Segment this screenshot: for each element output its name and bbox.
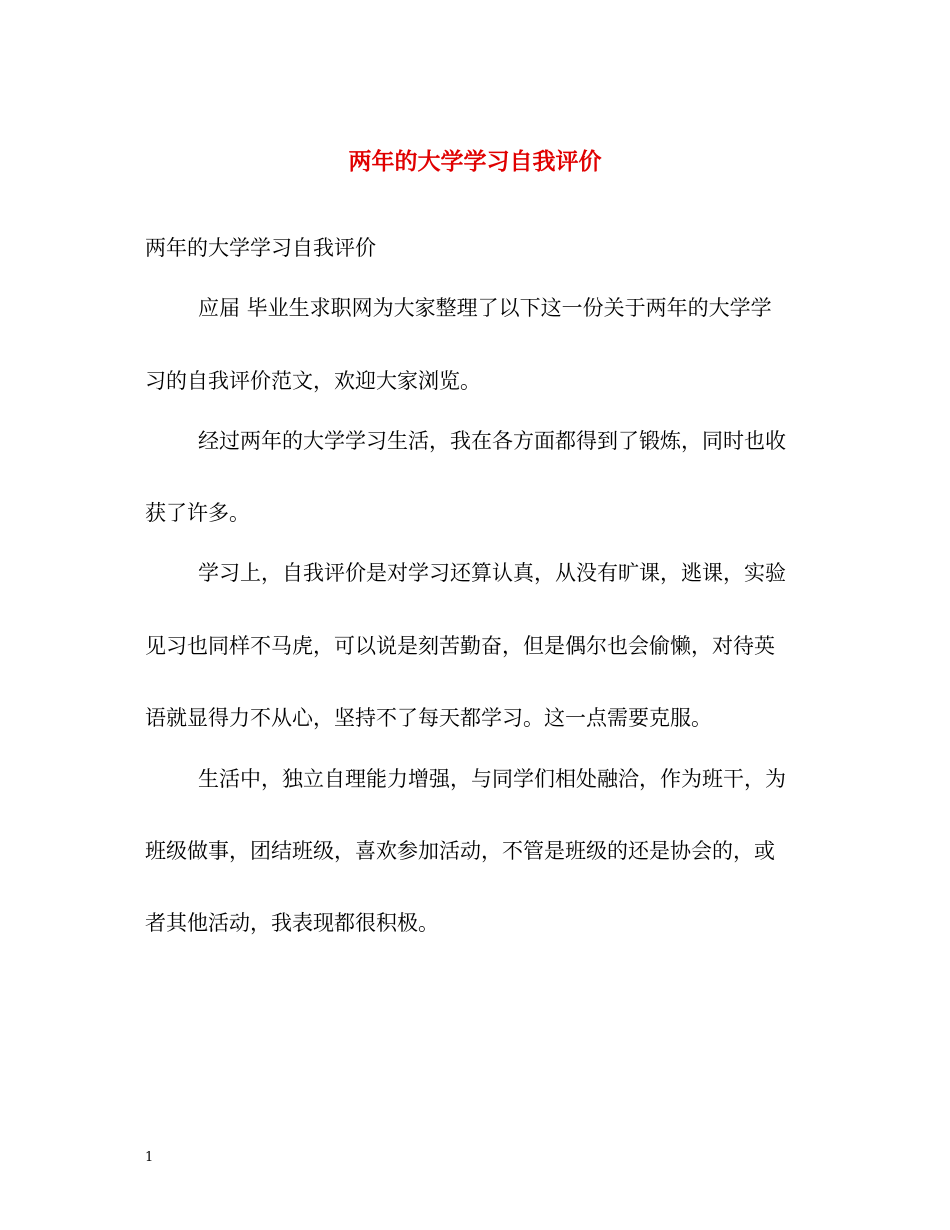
paragraph-2-line-2: 获了许多。 bbox=[145, 501, 250, 525]
paragraph-4-line-2: 班级做事，团结班级，喜欢参加活动，不管是班级的还是协会的，或 bbox=[145, 839, 775, 863]
page-number: 1 bbox=[145, 1150, 154, 1165]
paragraph-4-line-3: 者其他活动，我表现都很积极。 bbox=[145, 911, 439, 935]
page-title: 两年的大学学习自我评价 bbox=[348, 148, 602, 175]
subtitle-line: 两年的大学学习自我评价 bbox=[145, 236, 376, 260]
paragraph-3-line-3: 语就显得力不从心，坚持不了每天都学习。这一点需要克服。 bbox=[145, 706, 712, 730]
paragraph-4-line-1: 生活中，独立自理能力增强，与同学们相处融洽，作为班干，为 bbox=[198, 767, 786, 791]
paragraph-3-line-1: 学习上，自我评价是对学习还算认真，从没有旷课，逃课，实验 bbox=[198, 561, 786, 585]
paragraph-3-line-2: 见习也同样不马虎，可以说是刻苦勤奋，但是偶尔也会偷懒，对待英 bbox=[145, 634, 775, 658]
paragraph-1-line-2: 习的自我评价范文，欢迎大家浏览。 bbox=[145, 369, 481, 393]
paragraph-1-line-1: 应届 毕业生求职网为大家整理了以下这一份关于两年的大学学 bbox=[198, 296, 772, 320]
paragraph-2-line-1: 经过两年的大学学习生活，我在各方面都得到了锻炼，同时也收 bbox=[198, 429, 786, 453]
